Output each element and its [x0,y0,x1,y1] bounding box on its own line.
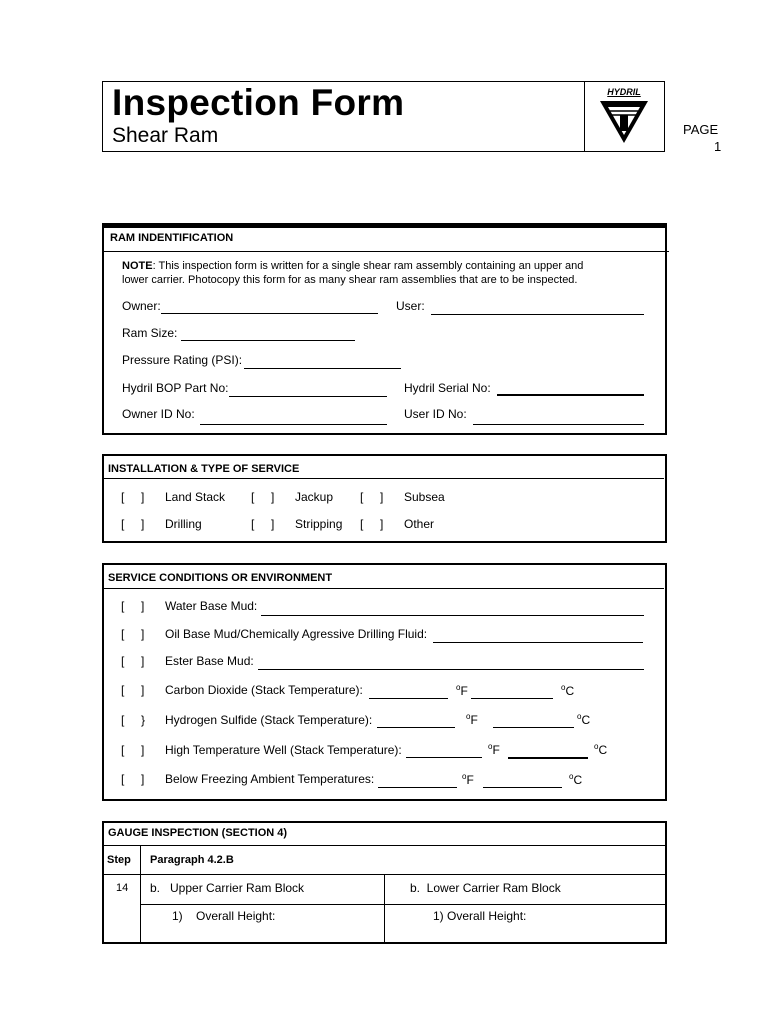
page-number: 1 [714,139,722,154]
overall-height-left: 1) Overall Height: [172,909,276,923]
co2-f-unit: $^o$F [456,683,468,698]
overall-height-right: 1) Overall Height: [433,909,527,923]
oil-field[interactable] [433,642,643,643]
lower-carrier-label: b. Lower Carrier Ram Block [410,881,561,895]
install-heading-rule [104,478,664,479]
h2s-checkbox[interactable]: [ } [121,713,146,727]
ester-field[interactable] [258,669,644,670]
h2s-c-unit: $^o$C [577,712,591,727]
header-divider [584,81,585,152]
gauge-heading: GAUGE INSPECTION (SECTION 4) [108,827,288,839]
user-id-field[interactable] [473,424,644,425]
oil-checkbox[interactable]: [ ] [121,627,145,641]
drilling-checkbox[interactable]: [ ] [121,517,145,531]
freezing-label: Below Freezing Ambient Temperatures: [165,772,375,786]
other-checkbox[interactable]: [ ] [360,517,384,531]
gauge-row-rule [141,904,665,905]
hightemp-checkbox[interactable]: [ ] [121,743,145,757]
land-stack-label: Land Stack [165,490,226,504]
other-label: Other [404,517,435,531]
gauge-col-divider [140,846,141,942]
co2-checkbox[interactable]: [ ] [121,683,145,697]
ram-size-field[interactable] [181,340,355,341]
step-header: Step [107,854,131,866]
ram-id-heading-rule [104,251,669,252]
water-checkbox[interactable]: [ ] [121,599,145,613]
form-subtitle: Shear Ram [112,124,219,147]
user-label: User: [396,299,425,313]
step-number: 14 [116,882,129,894]
water-label: Water Base Mud: [165,599,258,613]
note-label: NOTE [122,260,153,272]
hydril-logo [598,87,650,145]
ester-checkbox[interactable]: [ ] [121,654,145,668]
h2s-label: Hydrogen Sulfide (Stack Temperature): [165,713,373,727]
service-heading-rule [104,588,664,589]
h2s-f-field[interactable] [377,727,455,728]
user-field[interactable] [431,314,644,315]
service-heading: SERVICE CONDITIONS OR ENVIRONMENT [108,572,333,584]
part-no-label: Hydril BOP Part No: [122,381,229,395]
stripping-checkbox[interactable]: [ ] [251,517,275,531]
co2-c-unit: $^o$C [561,683,575,698]
drilling-label: Drilling [165,517,202,531]
user-id-label: User ID No: [404,407,467,421]
ram-size-label: Ram Size: [122,326,178,340]
land-stack-checkbox[interactable]: [ ] [121,490,145,504]
serial-no-field[interactable] [497,394,644,396]
ram-id-box [102,226,667,435]
freezing-checkbox[interactable]: [ ] [121,772,145,786]
install-heading: INSTALLATION & TYPE OF SERVICE [108,463,300,475]
h2s-f-unit: $^o$F [466,712,478,727]
note-line2: lower carrier. Photocopy this form for as many shear ram assemblies that are to be inspected. [122,274,578,286]
hightemp-f-field[interactable] [406,757,482,758]
owner-id-label: Owner ID No: [122,407,195,421]
pressure-label: Pressure Rating (PSI): [122,353,243,367]
page-label: PAGE [683,122,719,137]
owner-id-field[interactable] [200,424,387,425]
h2s-c-field[interactable] [493,727,574,728]
freezing-f-unit: $^o$F [462,772,474,787]
subsea-checkbox[interactable]: [ ] [360,490,384,504]
hydril-logo-text: HYDRIL [607,87,641,97]
gauge-mid-divider [384,874,385,942]
form-title: Inspection Form [112,82,405,123]
subsea-label: Subsea [404,490,445,504]
upper-carrier-label: b. Upper Carrier Ram Block [150,881,305,895]
hightemp-c-field[interactable] [508,757,588,759]
gauge-heading-rule [104,845,665,846]
part-no-field[interactable] [229,396,387,397]
freezing-f-field[interactable] [378,787,457,788]
ester-label: Ester Base Mud: [165,654,254,668]
hydril-triangle-icon [598,97,650,145]
pressure-field[interactable] [244,368,401,369]
owner-label: Owner: [122,299,161,313]
stripping-label: Stripping [295,517,343,531]
ram-id-heading: RAM INDENTIFICATION [110,232,234,244]
co2-label: Carbon Dioxide (Stack Temperature): [165,683,363,697]
oil-label: Oil Base Mud/Chemically Agressive Drilling Fluid: [165,627,428,641]
jackup-label: Jackup [295,490,334,504]
co2-c-field[interactable] [471,698,553,699]
paragraph-header: Paragraph 4.2.B [150,854,234,866]
hightemp-f-unit: $^o$F [488,742,500,757]
owner-field[interactable] [161,313,378,314]
jackup-checkbox[interactable]: [ ] [251,490,275,504]
note-line1: : This inspection form is written for a single shear ram assembly containing an upper and [152,260,584,272]
freezing-c-unit: $^o$C [569,772,583,787]
water-field[interactable] [261,615,644,616]
co2-f-field[interactable] [369,698,448,699]
hightemp-c-unit: $^o$C [594,742,608,757]
hightemp-label: High Temperature Well (Stack Temperature): [165,743,402,757]
serial-no-label: Hydril Serial No: [404,381,491,395]
ram-id-note [122,259,583,287]
freezing-c-field[interactable] [483,787,562,788]
